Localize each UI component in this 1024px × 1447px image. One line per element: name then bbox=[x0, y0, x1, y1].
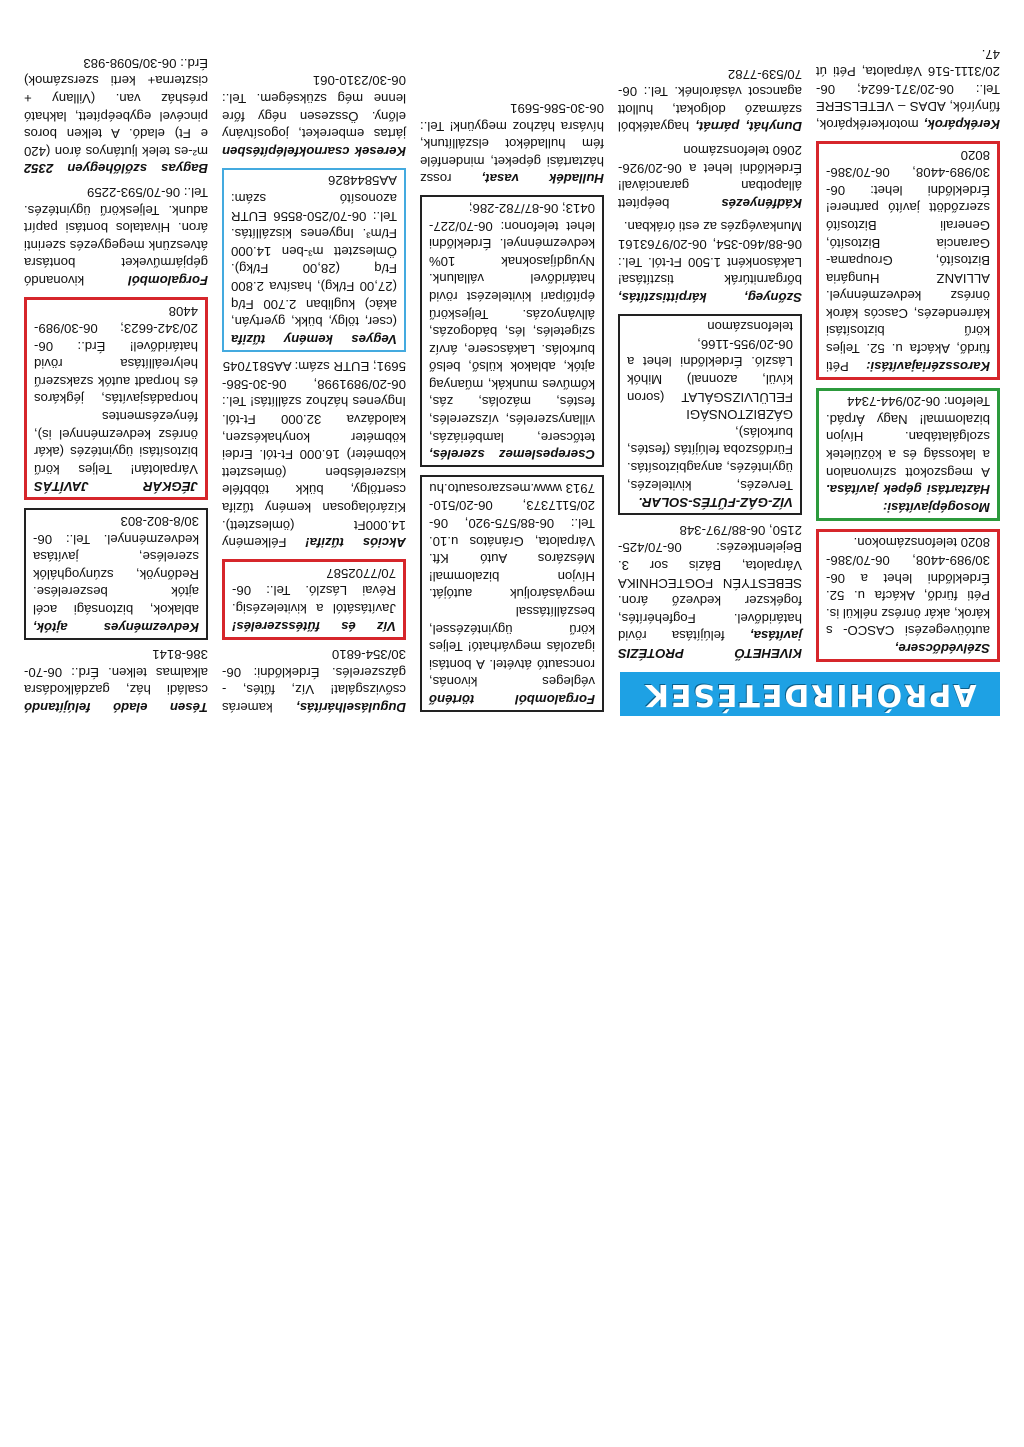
list-item: Keresek csarnokfelépítésben jártas embereket, jogosítvány előny. Összesen négy főre lenne még szükségem. Tel.: 06-30/2310-061 bbox=[222, 73, 406, 159]
list-item: Bagyas szőlőhegyen 2352 m²-es telek ljutányos áron (420 e Ft) eladó. A telken boros pincével egybeépített, lakható présház van. (Villany + ciszterna+ kerti szerszámok) Érd.: 06-30/5098-983 bbox=[24, 55, 208, 177]
list-item: Kedvezményes ajtók, ablakok, biztonsági acél ajtók beszerelése. Redőnyök, szúnyoghálók szerelése, javítása kedvezménnyel. Tel.: 06-30/8-802-803 bbox=[24, 508, 208, 639]
list-item: VÍZ-GÁZ-FŰTÉS-SOLAR. Tervezés, kivitelezés, ügyintézés, anyagbiztosítás. Fürdőszoba felújítás (festés, burkolás), GÁZBIZTONSÁGI FELÜLVIZSGÁLAT (soron kívül, azonnal) Mihók László. Érdeklődni lehet a 06-20/955-1166, telefonszámon bbox=[618, 314, 802, 516]
list-item: Szőnyeg, kárpittisztítás, bőrgarnitúrák tisztítása! Lakásonként 1.500 Ft-tól. Tel.: 06-88/460-354, 06-20/9763161 Munkavégzés az esti órákban. bbox=[618, 219, 802, 305]
list-item: Víz és fűtésszerelés! Javításától a kivitelezésig. Révai László. Tel.: 06-70/7702587 bbox=[222, 559, 406, 639]
list-item: Mosogépjavítási: Háztartási gépek javítása. A megszokott színvonalon a lakosság és a közületek szolgálatában. Hívjon bizalommal! Nagy Árpád. Telefon: 06-20/944-7344 bbox=[816, 388, 1000, 521]
list-item: Tésen eladó felújítandó családi ház, gazdálkodásra alkalmas telken. Érd.: 06-70-386-8141 bbox=[24, 647, 208, 715]
list-item: Forgalomból kivonandó gépjárműveket bontásra átveszünk megegyezés szerinti áron. Hivatalos bontási papírt adunk. Teljeskörű ügyintézés. Tel.: 06-70/593-2259 bbox=[24, 184, 208, 288]
column-4 bbox=[222, 66, 406, 716]
classifieds-page bbox=[20, 28, 1000, 716]
list-item: Karosszériajavítási: Péti fürdő, Akácfa u. 52. Teljes körű biztosítási kárrendezés, Cascós károk önrész kedvezménnyel. ALLIANZ Hungária Biztosító, Groupama-Garancia Biztosító, Generali Biztosító szerződött javító partnere! Érdeklődni lehet: 06-30/989-4408, 06-70/386-8020 bbox=[816, 141, 1000, 380]
list-item: KIVEHETŐ PROTÉZIS javítása, felújítása rövid határidővel. Fogfehérítés, fogékszer kedvező áron. SEBESTYÉN FOGTECHNIKA Várpalota, Bázis sor 3. Bejelentkezés: 06-70/425-2150, 06-88/797-348 bbox=[618, 522, 802, 661]
page-title: APRÓHIRDETÉSEK bbox=[620, 672, 1000, 716]
list-item: Kerékpárok, motorkerékpárok, fűnyírók, ADAS – VETELSERE Tel.: 06-20/371-6624; 06-20/3111-516 Várpalota, Péti út 47. bbox=[816, 46, 1000, 132]
list-item: Akciós tűzifa! Félkemény 14.000Ft (ömlesztett). Kizárólagosan kemény tűzifa csertölgy, bükk többféle kiszerelésben (ömlesztett köbméter) 16.000 Ft-tól. Erdei köbméter konyhakészen, kalodázva 32.000 Ft-tól. Ingyenes házhoz szállítás! Tel.: 06-20/9891998, 06-30-586-5691; EUTR szám: AA5817045 bbox=[222, 359, 406, 551]
list-item: Kádfényezés beépített állapotban garanciával! Érdeklődni lehet a 06-20/926-2060 telefonszámon bbox=[618, 142, 802, 211]
list-item: Forgalomból történő végleges kivonás, roncsautó átvétel. A bontási igazolás megvárható! Teljes körű ügyintézéssel, beszállítással megvásároljuk autóját. Hívjon bizalommal! Mészáros Autó Kft. Várpalota, Gránátos u.10. Tel.: 06-88/575-920, 06-20/5117373, 06-20/510-7913 www.meszarosauto.hu bbox=[420, 475, 604, 712]
list-item: Cserepeslemez szerelés, tetőcsere, lambériázás, villanyszerelés, vízszerelés, festés, mázolás, zás, kőműves munkák, műanyag ajtók, ablakok külső, belső burkolás. Lakáscsere, árvíz szigetelés, lés, bádogozás, állványozás. Teljeskörű építőipari kivitelezést rövid határidővel vállalunk. Nyugdíjasoknak 10% kedvezménnyel. Érdeklődni lehet telefonon: 06-70/227-0413; 06-87/782-286; bbox=[420, 195, 604, 467]
list-item: Vegyes kemény tűzifa (cser, tölgy, bükk, gyertyán, akác) kugliban 2.700 Ft/q (27,00 Ft/kg), hasítva 2.800 Ft/q (28,00 Ft/kg). Ömlesztett m³-ben 14.000 Ft/m³. Ingyenes kiszállítás. Tel.: 06-70/250-8556 EUTR azonosító szám: AA5844826 bbox=[222, 168, 406, 352]
column-2 bbox=[618, 59, 802, 662]
list-item: Dunyhát, párnát, hagyatékból származó dolgokat, hullott agancsot vásárolnék. Tel.: 06-70/539-7782 bbox=[618, 66, 802, 135]
list-item: JÉGKÁR JAVÍTÁS Várpalotán! Teljes körű biztosítási ügyintézés (akár önrész kedvezménnyel is), fényezésmentes horpadásjavítás, jégkáros és horpadt autók szakszerű helyreállítása rövid határidővel! Érd.: 06-20/342-6623; 06-30/989-4408 bbox=[24, 297, 208, 501]
list-item: Duguláselhárítás, kamerás csővizsgálat! Víz, fűtés, - gázszerelés. Érdeklődni: 06-30/354-6810 bbox=[222, 647, 406, 715]
list-item: Hulladék vasat, rossz háztartási gépeket, mindenféle fém hulladékot elszállítunk, hívásra házhoz megyünk! Tel.: 06-30-586-5691 bbox=[420, 101, 604, 187]
column-3 bbox=[420, 93, 604, 716]
column-5 bbox=[24, 48, 208, 716]
list-item: Szélvédőcsere, autóüvegezési CASCO- s károk, akár önrész nélkül is. Péti fürdő, Akácfa u. 52. Érdeklődni lehet a 06-30/989-4408, 06-70/386-8020 telefonszámokon. bbox=[816, 529, 1000, 662]
